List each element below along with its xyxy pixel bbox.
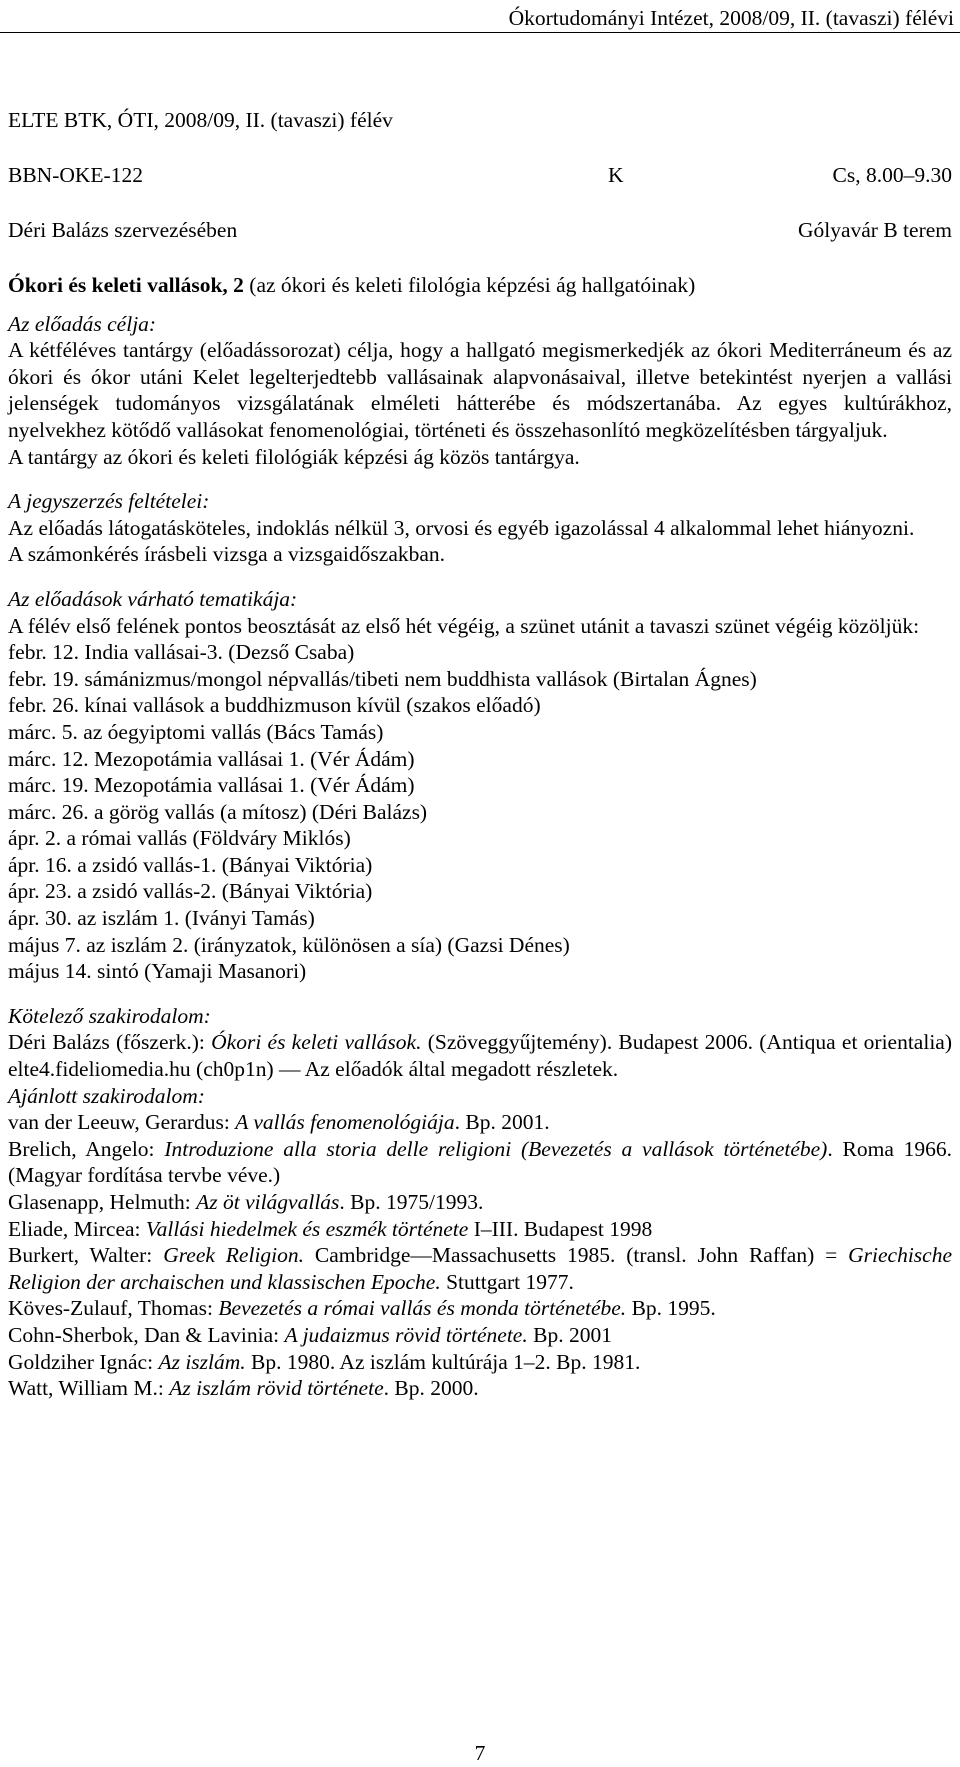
lit-rest: . Bp. 1975/1993. xyxy=(339,1190,484,1214)
recommended-lit-label: Ajánlott szakirodalom: xyxy=(8,1083,205,1108)
topic-item: febr. 19. sámánizmus/mongol népvallás/tibeti nem buddhista vallások (Birtalan Ágnes) xyxy=(8,666,757,691)
institution: ELTE BTK, ÓTI, 2008/09, II. (tavaszi) félév xyxy=(8,108,393,132)
goal-p1: A kétféléves tantárgy (előadássorozat) célja, hogy a hallgató megismerkedjék az ókori Mediterráneum és az ókori és ókor utáni Kelet legelterjedtebb vallásainak alapvonásaival, illetve betekintést nyerjen a vallási jelenségek tudományos vizsgálatának elméleti hátterébe és módszertanába. xyxy=(8,338,952,416)
lit-author: Eliade, Mircea: xyxy=(8,1216,141,1241)
lit-title: Az öt világvallás xyxy=(196,1190,340,1214)
lit-author: Glasenapp, Helmuth: xyxy=(8,1190,191,1214)
lit-title: Vallási hiedelmek és eszmék története xyxy=(145,1216,469,1241)
lit-title: A judaizmus rövid története. xyxy=(284,1322,528,1347)
lit-rest: Bp. 2001 xyxy=(527,1322,612,1347)
lit-rest: . Bp. 2000. xyxy=(383,1376,479,1401)
topic-item: ápr. 2. a római vallás (Földváry Miklós) xyxy=(8,826,351,851)
course-code: BBN-OKE-122 xyxy=(8,163,143,187)
goal-label: Az előadás célja: xyxy=(8,311,157,336)
lit-author: Köves-Zulauf, Thomas: xyxy=(8,1296,214,1321)
topic-item: ápr. 30. az iszlám 1. (Iványi Tamás) xyxy=(8,906,315,931)
required-literature-section xyxy=(8,1003,952,1083)
lit-title: Az iszlám. xyxy=(158,1349,246,1374)
goal-text xyxy=(8,337,952,443)
course-title xyxy=(8,272,952,299)
lit-entry xyxy=(8,1322,952,1349)
topics-list xyxy=(8,639,952,985)
required-lit-author: Déri Balázs (főszerk.): xyxy=(8,1030,205,1055)
lit-title: Greek Religion. xyxy=(163,1243,305,1268)
lit-author: Watt, William M.: xyxy=(8,1376,164,1401)
lit-title: Introduzione alla storia delle religioni (Bevezetés a vallások történetébe) xyxy=(164,1136,828,1161)
lit-entry xyxy=(8,1136,952,1189)
topic-item: febr. 26. kínai vallások a buddhizmuson kívül (szakos előadó) xyxy=(8,693,541,718)
topic-item: márc. 5. az óegyiptomi vallás (Bács Tamás) xyxy=(8,719,384,744)
lit-title: Az iszlám rövid története xyxy=(169,1376,384,1401)
course-time: Cs, 8.00–9.30 xyxy=(832,163,952,187)
required-lit-rest: (Szöveggyűjtemény). Budapest 2006. (Antiqua et orientalia) elte4.fideliomedia.hu (ch0p1n) — Az előadók által megadott részletek. xyxy=(8,1030,953,1082)
topic-item: márc. 12. Mezopotámia vallásai 1. (Vér Ádám) xyxy=(8,746,415,771)
lit-author: Cohn-Sherbok, Dan & Lavinia: xyxy=(8,1322,280,1347)
document-body xyxy=(8,107,952,1402)
page-number: 7 xyxy=(474,1741,486,1765)
lit-title: A vallás fenomenológiája xyxy=(235,1110,455,1135)
lit-title-2: Griechische Religion der archaischen und klassischen Epoche. xyxy=(8,1243,953,1294)
institution-line xyxy=(8,107,952,134)
lit-entry xyxy=(8,1349,952,1376)
lit-rest-2: Stuttgart 1977. xyxy=(440,1269,574,1294)
topic-item: ápr. 16. a zsidó vallás-1. (Bányai Viktória) xyxy=(8,852,373,877)
lit-entry xyxy=(8,1375,952,1402)
requirements-label: A jegyszerzés feltételei: xyxy=(8,489,210,514)
topic-item: május 7. az iszlám 2. (irányzatok, különösen a sía) (Gazsi Dénes) xyxy=(8,932,570,957)
topic-item: márc. 26. a görög vallás (a mítosz) (Déri Balázs) xyxy=(8,799,428,824)
requirements-p1: Az előadás látogatásköteles, indoklás nélkül 3, orvosi és egyéb igazolással 4 alkalommal lehet hiányozni. xyxy=(8,515,915,540)
lit-author: Goldziher Ignác: xyxy=(8,1349,154,1374)
recommended-literature-section xyxy=(8,1083,952,1402)
topics-section xyxy=(8,586,952,985)
required-lit-entry xyxy=(8,1029,952,1082)
topic-item: márc. 19. Mezopotámia vallásai 1. (Vér Ádám) xyxy=(8,773,415,798)
topics-intro: A félév első felének pontos beosztását az első hét végéig, a szünet utánit a tavaszi szünet végéig közöljük: xyxy=(8,613,920,638)
topic-item: ápr. 23. a zsidó vallás-2. (Bányai Viktória) xyxy=(8,879,373,904)
lit-rest: Bp. 1995. xyxy=(626,1296,716,1321)
lit-rest: . Bp. 2001. xyxy=(454,1110,550,1135)
lit-entry xyxy=(8,1295,952,1322)
lit-rest: Bp. 1980. Az iszlám kultúrája 1–2. Bp. 1981. xyxy=(245,1349,641,1374)
lit-rest: Cambridge—Massachusetts 1985. (transl. John Raffan) = xyxy=(304,1243,849,1268)
lit-entry xyxy=(8,1189,952,1216)
lit-author: van der Leeuw, Gerardus: xyxy=(8,1110,230,1135)
room: Gólyavár B terem xyxy=(797,218,952,242)
topic-item: május 14. sintó (Yamaji Masanori) xyxy=(8,959,307,984)
organizer: Déri Balázs szervezésében xyxy=(8,218,238,242)
lit-rest: . Roma 1966. (Magyar fordítása tervbe véve.) xyxy=(8,1136,953,1188)
lit-author: Burkert, Walter: xyxy=(8,1243,153,1268)
required-lit-title: Ókori és keleti vallások. xyxy=(211,1030,422,1055)
running-header-text: Ókortudományi Intézet, 2008/09, II. (tavaszi) félévi xyxy=(508,6,954,30)
goal-p1b: Az egyes kultúrákhoz, nyelvekhez kötődő vallásokat fenomenológiai, történeti és összehasonlító megközelítésben tárgyaljuk. xyxy=(8,391,952,442)
lit-rest: I–III. Budapest 1998 xyxy=(468,1216,653,1241)
course-title-sub: (az ókori és keleti filológia képzési ág hallgatóinak) xyxy=(249,273,696,297)
topic-item: febr. 12. India vallásai-3. (Dezső Csaba) xyxy=(8,640,355,665)
goal-p2: A tantárgy az ókori és keleti filológiák képzési ág közös tantárgya. xyxy=(8,444,580,469)
lit-entry xyxy=(8,1109,952,1136)
goal-section xyxy=(8,311,952,471)
requirements-p2: A számonkérés írásbeli vizsga a vizsgaidőszakban. xyxy=(8,542,446,567)
course-type: K xyxy=(608,163,624,187)
course-title-main: Ókori és keleti vallások, 2 xyxy=(8,273,244,297)
required-lit-label: Kötelező szakirodalom: xyxy=(8,1003,211,1028)
lit-entry xyxy=(8,1216,952,1243)
running-header xyxy=(0,2,960,33)
requirements-section xyxy=(8,488,952,568)
code-line xyxy=(8,162,952,189)
organizer-line xyxy=(8,217,952,244)
lit-author: Brelich, Angelo: xyxy=(8,1136,155,1161)
lit-entry xyxy=(8,1242,952,1295)
topics-label: Az előadások várható tematikája: xyxy=(8,586,298,611)
lit-title: Bevezetés a római vallás és monda történetébe. xyxy=(218,1296,627,1321)
